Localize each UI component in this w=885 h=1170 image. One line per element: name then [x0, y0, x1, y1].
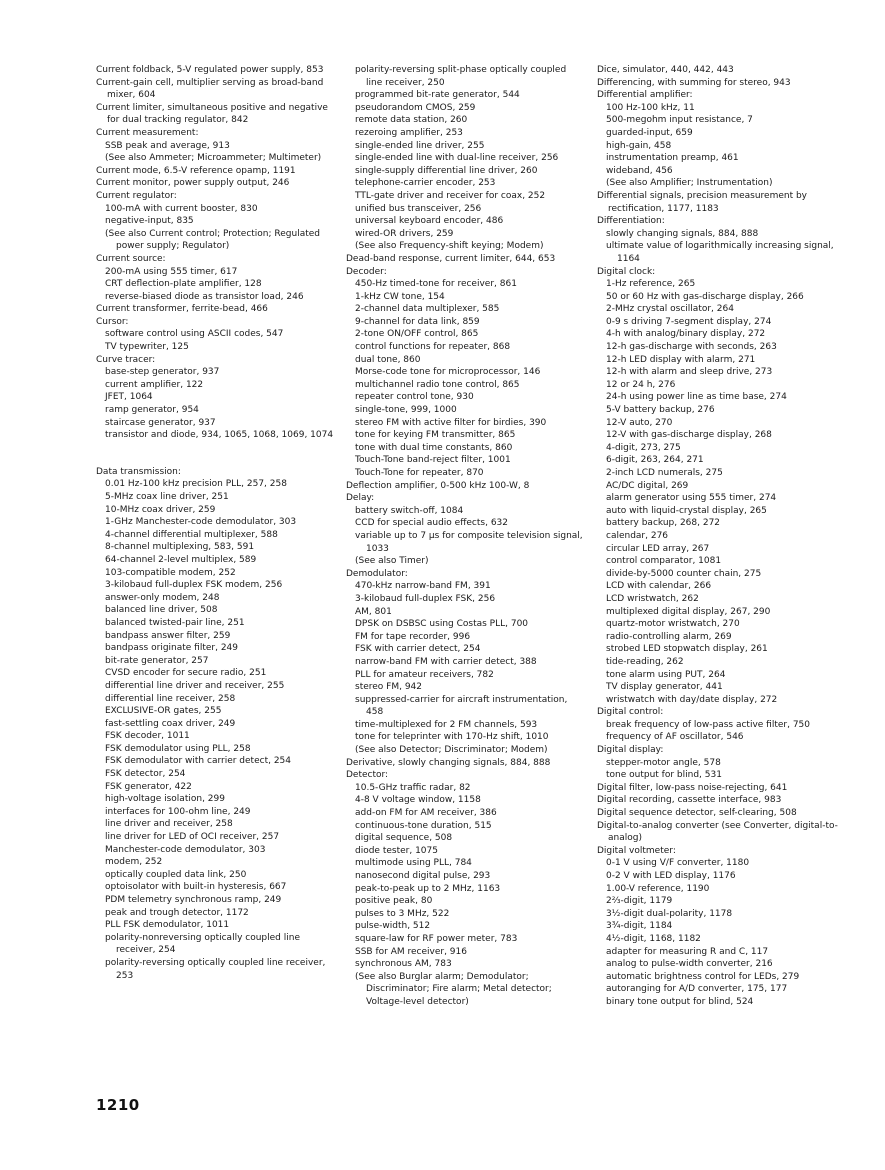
- index-subentry: stepper-motor angle, 578: [606, 757, 721, 768]
- index-subentry: 4-digit, 273, 275: [606, 442, 681, 453]
- index-subentry: tone for teleprinter with 170-Hz shift, 1010: [355, 732, 549, 743]
- index-subentry: PLL FSK demodulator, 1011: [105, 920, 230, 931]
- index-subentry: single-supply differential line driver, 260: [355, 165, 538, 176]
- index-subentry: polarity-nonreversing optically coupled line receiver, 254: [105, 932, 300, 956]
- index-subentry: nanosecond digital pulse, 293: [355, 871, 491, 881]
- index-entry: Dead-band response, current limiter, 644, 653: [346, 253, 556, 264]
- index-subentry: TTL-gate driver and receiver for coax, 252: [355, 190, 546, 201]
- index-subentry: wired-OR drivers, 259: [355, 228, 454, 239]
- index-subentry: 5-V battery backup, 276: [606, 405, 715, 416]
- index-subentry: 12-h LED display with alarm, 271: [606, 354, 756, 365]
- index-subentry: PLL for amateur receivers, 782: [355, 669, 494, 680]
- index-subentry: balanced twisted-pair line, 251: [105, 617, 245, 628]
- index-subentry: (See also Ammeter; Microammeter; Multimeter): [105, 153, 322, 164]
- index-entry: Deflection amplifier, 0-500 kHz 100-W, 8: [346, 480, 530, 491]
- index-subentry: 3½-digit dual-polarity, 1178: [606, 908, 733, 919]
- index-subentry: 2-MHz crystal oscillator, 264: [606, 304, 734, 315]
- index-subentry: strobed LED stopwatch display, 261: [606, 644, 768, 655]
- index-subentry: optoisolator with built-in hysteresis, 667: [105, 882, 287, 893]
- index-subentry: high-voltage isolation, 299: [105, 794, 225, 805]
- index-subentry: Touch-Tone for repeater, 870: [355, 468, 484, 478]
- section-gap: [96, 442, 340, 466]
- index-entry: Differential signals, precision measurement by rectification, 1177, 1183: [597, 190, 808, 214]
- index-subentry: control functions for repeater, 868: [355, 342, 511, 353]
- index-subentry: 2-tone ON/OFF control, 865: [355, 329, 479, 340]
- index-subentry: 1-kHz CW tone, 154: [355, 291, 445, 302]
- index-subentry: line driver and receiver, 258: [105, 819, 233, 830]
- index-subentry: 12-h gas-discharge with seconds, 263: [606, 342, 777, 353]
- index-subentry: DPSK on DSBSC using Costas PLL, 700: [355, 619, 529, 630]
- index-subentry: divide-by-5000 counter chain, 275: [606, 568, 762, 579]
- index-subentry: peak-to-peak up to 2 MHz, 1163: [355, 883, 501, 894]
- index-subentry: positive peak, 80: [355, 896, 433, 907]
- index-subentry: 100-mA with current booster, 830: [105, 203, 258, 214]
- index-subentry: FM for tape recorder, 996: [355, 631, 471, 642]
- index-subentry: wristwatch with day/date display, 272: [606, 694, 778, 705]
- index-subentry: 12-V auto, 270: [606, 417, 673, 428]
- index-subentry: continuous-tone duration, 515: [355, 820, 492, 831]
- index-subentry: high-gain, 458: [606, 140, 672, 151]
- index-entry: Detector:: [346, 770, 389, 781]
- index-subentry: Touch-Tone band-reject filter, 1001: [355, 455, 511, 466]
- index-subentry: pulse-width, 512: [355, 921, 431, 932]
- index-subentry: single-tone, 999, 1000: [355, 405, 457, 416]
- index-subentry: diode tester, 1075: [355, 845, 438, 856]
- index-subentry: 50 or 60 Hz with gas-discharge display, 266: [606, 291, 804, 302]
- index-subentry: 103-compatible modem, 252: [105, 567, 236, 578]
- index-subentry: 3-kilobaud full-duplex FSK, 256: [355, 593, 496, 604]
- index-subentry: (See also Amplifier; Instrumentation): [606, 178, 773, 189]
- index-subentry: (See also Detector; Discriminator; Modem): [355, 745, 548, 756]
- index-subentry: tone output for blind, 531: [606, 770, 722, 781]
- index-subentry: repeater control tone, 930: [355, 392, 474, 403]
- index-subentry: auto with liquid-crystal display, 265: [606, 505, 767, 516]
- index-subentry: polarity-reversing split-phase optically coupled line receiver, 250: [355, 65, 567, 88]
- index-entry: Data transmission:: [96, 466, 181, 477]
- index-subentry: suppressed-carrier for aircraft instrumentation, 458: [355, 694, 568, 718]
- index-subentry: 100 Hz-100 kHz, 11: [606, 102, 695, 113]
- index-subentry: SSB for AM receiver, 916: [355, 946, 467, 957]
- index-subentry: tide-reading, 262: [606, 656, 684, 667]
- index-subentry: rezeroing amplifier, 253: [355, 127, 463, 138]
- index-subentry: 9-channel for data link, 859: [355, 316, 480, 327]
- index-subentry: tone for keying FM transmitter, 865: [355, 430, 516, 441]
- index-subentry: battery switch-off, 1084: [355, 505, 464, 516]
- index-subentry: line driver for LED of OCI receiver, 257: [105, 832, 280, 843]
- index-subentry: slowly changing signals, 884, 888: [606, 228, 759, 239]
- index-subentry: EXCLUSIVE-OR gates, 255: [105, 706, 222, 717]
- index-subentry: wideband, 456: [606, 165, 673, 176]
- index-subentry: 12-h with alarm and sleep drive, 273: [606, 367, 773, 378]
- index-subentry: tone with dual time constants, 860: [355, 442, 513, 453]
- index-entry: Current-gain cell, multiplier serving as broad-band mixer, 604: [96, 77, 324, 101]
- index-subentry: tone alarm using PUT, 264: [606, 669, 726, 680]
- index-subentry: 5-MHz coax line driver, 251: [105, 492, 229, 502]
- index-subentry: multimode using PLL, 784: [355, 858, 472, 869]
- index-subentry: CVSD encoder for secure radio, 251: [105, 668, 267, 679]
- index-entry: Digital sequence detector, self-clearing, 508: [597, 808, 797, 819]
- index-subentry: FSK detector, 254: [105, 769, 186, 780]
- index-entry: Differencing, with summing for stereo, 943: [597, 77, 791, 88]
- index-subentry: (See also Frequency-shift keying; Modem): [355, 241, 544, 252]
- index-entry: Digital voltmeter:: [597, 845, 676, 856]
- index-subentry: polarity-reversing optically coupled line receiver, 253: [105, 957, 326, 981]
- index-subentry: 10-MHz coax driver, 259: [105, 504, 216, 515]
- index-subentry: 4-h with analog/binary display, 272: [606, 329, 766, 340]
- index-subentry: optically coupled data link, 250: [105, 869, 247, 880]
- index-subentry: frequency of AF oscillator, 546: [606, 732, 744, 743]
- index-subentry: guarded-input, 659: [606, 127, 693, 138]
- index-subentry: add-on FM for AM receiver, 386: [355, 808, 497, 819]
- index-subentry: variable up to 7 μs for composite television signal, 1033: [355, 530, 583, 554]
- index-entry: Digital clock:: [597, 266, 656, 277]
- index-subentry: AM, 801: [355, 606, 392, 617]
- index-subentry: programmed bit-rate generator, 544: [355, 90, 520, 101]
- index-column-3: [597, 64, 843, 1009]
- index-subentry: digital sequence, 508: [355, 833, 453, 844]
- index-subentry: control comparator, 1081: [606, 556, 722, 567]
- index-entry: Current regulator:: [96, 190, 177, 201]
- index-subentry: AC/DC digital, 269: [606, 480, 689, 491]
- index-subentry: ramp generator, 954: [105, 405, 199, 416]
- index-subentry: quartz-motor wristwatch, 270: [606, 619, 740, 630]
- index-entry: Differentiation:: [597, 216, 665, 227]
- index-entry: Current mode, 6.5-V reference opamp, 1191: [96, 165, 296, 176]
- index-entry: Digital recording, cassette interface, 983: [597, 795, 782, 806]
- index-subentry: 0-1 V using V/F converter, 1180: [606, 858, 750, 869]
- index-subentry: differential line driver and receiver, 255: [105, 680, 285, 691]
- index-subentry: stereo FM with active filter for birdies, 390: [355, 417, 547, 428]
- index-subentry: 1.00-V reference, 1190: [606, 883, 710, 894]
- index-subentry: 12-V with gas-discharge display, 268: [606, 430, 772, 441]
- index-subentry: transistor and diode, 934, 1065, 1068, 1069, 1074: [105, 430, 334, 441]
- index-subentry: JFET, 1064: [105, 392, 153, 403]
- index-entry: Digital filter, low-pass noise-rejecting, 641: [597, 782, 788, 793]
- index-subentry: 0.01 Hz-100 kHz precision PLL, 257, 258: [105, 479, 287, 490]
- index-subentry: Morse-code tone for microprocessor, 146: [355, 367, 541, 378]
- index-subentry: circular LED array, 267: [606, 543, 710, 554]
- index-subentry: LCD with calendar, 266: [606, 581, 712, 592]
- index-subentry: reverse-biased diode as transistor load, 246: [105, 291, 304, 302]
- index-subentry: single-ended line with dual-line receiver, 256: [355, 153, 559, 164]
- index-subentry: 2-inch LCD numerals, 275: [606, 468, 723, 478]
- index-entry: Curve tracer:: [96, 354, 156, 365]
- index-subentry: pulses to 3 MHz, 522: [355, 908, 450, 919]
- index-subentry: 24-h using power line as time base, 274: [606, 392, 787, 403]
- index-subentry: interfaces for 100-ohm line, 249: [105, 806, 251, 817]
- index-subentry: bandpass answer filter, 259: [105, 630, 231, 641]
- index-subentry: (See also Burglar alarm; Demodulator; Discriminator; Fire alarm; Metal detector; Voltage-level detector): [355, 971, 552, 1007]
- index-subentry: LCD wristwatch, 262: [606, 593, 699, 604]
- index-subentry: TV display generator, 441: [606, 682, 723, 693]
- index-entry: Decoder:: [346, 266, 387, 277]
- index-subentry: 0-9 s driving 7-segment display, 274: [606, 316, 772, 327]
- index-subentry: battery backup, 268, 272: [606, 518, 721, 529]
- index-subentry: remote data station, 260: [355, 115, 468, 126]
- index-subentry: PDM telemetry synchronous ramp, 249: [105, 895, 282, 905]
- index-subentry: 2-channel data multiplexer, 585: [355, 304, 500, 315]
- index-subentry: current amplifier, 122: [105, 379, 204, 390]
- index-subentry: time-multiplexed for 2 FM channels, 593: [355, 719, 538, 730]
- index-subentry: 3¾-digit, 1184: [606, 921, 673, 932]
- index-subentry: FSK demodulator using PLL, 258: [105, 743, 251, 754]
- index-entry: Current foldback, 5-V regulated power supply, 853: [96, 65, 324, 75]
- index-subentry: stereo FM, 942: [355, 682, 423, 693]
- index-entry: Derivative, slowly changing signals, 884, 888: [346, 757, 551, 768]
- index-subentry: multiplexed digital display, 267, 290: [606, 606, 771, 617]
- index-subentry: universal keyboard encoder, 486: [355, 216, 504, 227]
- index-entry: Demodulator:: [346, 568, 408, 579]
- index-subentry: unified bus transceiver, 256: [355, 203, 482, 214]
- index-subentry: FSK demodulator with carrier detect, 254: [105, 756, 291, 767]
- index-entry: Current measurement:: [96, 127, 199, 138]
- index-subentry: modem, 252: [105, 857, 163, 868]
- index-subentry: 1-GHz Manchester-code demodulator, 303: [105, 517, 297, 528]
- index-subentry: 4½-digit, 1168, 1182: [606, 933, 701, 944]
- index-subentry: autoranging for A/D converter, 175, 177: [606, 984, 788, 995]
- index-subentry: 2⅔-digit, 1179: [606, 896, 673, 907]
- index-subentry: ultimate value of logarithmically increasing signal, 1164: [606, 241, 834, 264]
- index-subentry: CCD for special audio effects, 632: [355, 518, 508, 529]
- index-subentry: 6-digit, 263, 264, 271: [606, 455, 704, 466]
- index-subentry: Manchester-code demodulator, 303: [105, 844, 266, 855]
- index-subentry: FSK with carrier detect, 254: [355, 644, 481, 655]
- index-subentry: bit-rate generator, 257: [105, 655, 209, 666]
- index-subentry: 200-mA using 555 timer, 617: [105, 266, 238, 277]
- index-subentry: 1-Hz reference, 265: [606, 279, 696, 290]
- index-entry: Current monitor, power supply output, 246: [96, 178, 290, 189]
- index-subentry: (See also Timer): [355, 556, 429, 567]
- index-subentry: 64-channel 2-level multiplex, 589: [105, 554, 257, 565]
- index-subentry: dual tone, 860: [355, 354, 421, 365]
- index-subentry: 3-kilobaud full-duplex FSK modem, 256: [105, 580, 283, 591]
- index-subentry: radio-controlling alarm, 269: [606, 631, 732, 642]
- index-subentry: narrow-band FM with carrier detect, 388: [355, 656, 537, 667]
- index-subentry: multichannel radio tone control, 865: [355, 379, 520, 390]
- index-subentry: CRT deflection-plate amplifier, 128: [105, 279, 262, 290]
- index-subentry: 450-Hz timed-tone for receiver, 861: [355, 279, 517, 290]
- index-subentry: 4-8 V voltage window, 1158: [355, 795, 481, 806]
- index-subentry: software control using ASCII codes, 547: [105, 329, 284, 340]
- index-entry: Delay:: [346, 493, 375, 504]
- index-entry: Current source:: [96, 253, 166, 264]
- index-subentry: answer-only modem, 248: [105, 592, 220, 603]
- index-entry: Dice, simulator, 440, 442, 443: [597, 65, 734, 75]
- index-subentry: FSK generator, 422: [105, 781, 192, 792]
- index-subentry: 500-megohm input resistance, 7: [606, 115, 753, 126]
- index-subentry: pseudorandom CMOS, 259: [355, 102, 476, 113]
- index-subentry: analog to pulse-width converter, 216: [606, 959, 773, 970]
- index-entry: Differential amplifier:: [597, 90, 693, 101]
- index-subentry: negative-input, 835: [105, 216, 194, 227]
- index-subentry: adapter for measuring R and C, 117: [606, 946, 769, 957]
- index-subentry: (See also Current control; Protection; Regulated power supply; Regulator): [105, 228, 321, 252]
- index-subentry: staircase generator, 937: [105, 417, 216, 428]
- index-subentry: fast-settling coax driver, 249: [105, 718, 236, 729]
- index-entry: Digital-to-analog converter (see Converter, digital-to-analog): [597, 820, 838, 844]
- index-entry: Digital control:: [597, 707, 664, 718]
- index-entry: Current limiter, simultaneous positive and negative for dual tracking regulator, 842: [96, 102, 328, 126]
- index-column-1: [96, 64, 340, 982]
- index-subentry: 0-2 V with LED display, 1176: [606, 871, 736, 881]
- page-number: 1210: [96, 1096, 140, 1114]
- index-subentry: instrumentation preamp, 461: [606, 153, 739, 164]
- index-subentry: 8-channel multiplexing, 583, 591: [105, 542, 255, 553]
- index-subentry: break frequency of low-pass active filter, 750: [606, 719, 811, 730]
- index-subentry: binary tone output for blind, 524: [606, 996, 754, 1007]
- index-subentry: peak and trough detector, 1172: [105, 907, 249, 918]
- index-subentry: 4-channel differential multiplexer, 588: [105, 529, 278, 540]
- index-subentry: TV typewriter, 125: [105, 342, 189, 353]
- index-subentry: alarm generator using 555 timer, 274: [606, 493, 777, 504]
- index-subentry: differential line receiver, 258: [105, 693, 236, 704]
- index-entry: Current transformer, ferrite-bead, 466: [96, 304, 268, 315]
- index-subentry: synchronous AM, 783: [355, 959, 452, 970]
- index-subentry: bandpass originate filter, 249: [105, 643, 239, 654]
- index-subentry: FSK decoder, 1011: [105, 731, 190, 742]
- index-subentry: base-step generator, 937: [105, 367, 220, 378]
- index-subentry: 470-kHz narrow-band FM, 391: [355, 581, 491, 592]
- index-subentry: balanced line driver, 508: [105, 605, 218, 616]
- index-subentry: automatic brightness control for LEDs, 279: [606, 971, 800, 982]
- index-entry: Cursor:: [96, 316, 129, 327]
- index-subentry: telephone-carrier encoder, 253: [355, 178, 496, 189]
- index-subentry: calendar, 276: [606, 530, 669, 541]
- index-subentry: SSB peak and average, 913: [105, 140, 230, 151]
- index-subentry: 12 or 24 h, 276: [606, 379, 676, 390]
- index-subentry: single-ended line driver, 255: [355, 140, 485, 151]
- index-entry: Digital display:: [597, 745, 664, 756]
- index-subentry: 10.5-GHz traffic radar, 82: [355, 782, 471, 793]
- index-subentry: square-law for RF power meter, 783: [355, 933, 518, 944]
- index-column-2: [346, 64, 584, 1009]
